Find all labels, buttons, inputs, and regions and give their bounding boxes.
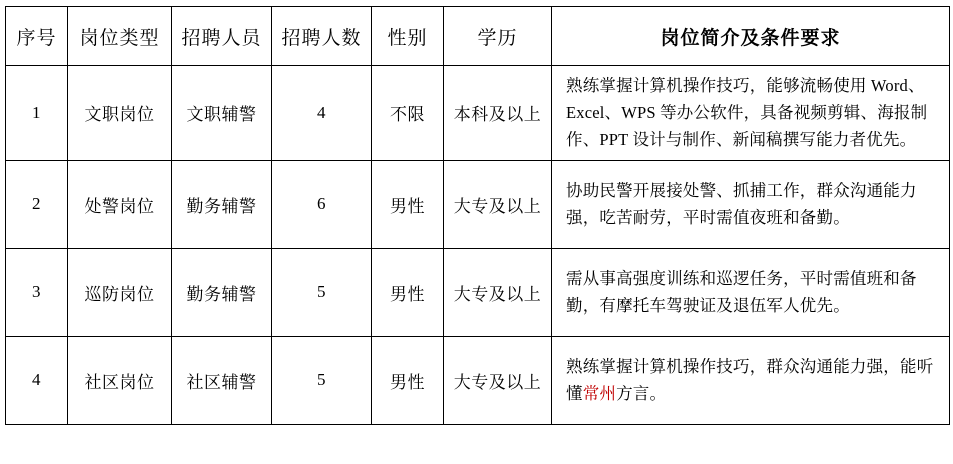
cell-gender: 男性 [372,160,444,248]
cell-type: 文职岗位 [68,66,172,161]
column-header-type: 岗位类型 [68,7,172,66]
description-text-highlight: 常州 [582,384,617,404]
cell-description [552,160,950,248]
cell-description [552,66,950,161]
cell-staff: 社区辅警 [172,336,272,424]
description-text [566,353,937,407]
cell-type: 处警岗位 [68,160,172,248]
cell-description [552,336,950,424]
description-text: 熟练掌握计算机操作技巧，能够流畅使用 Word、Excel、WPS 等办公软件，具备视频剪辑、海报制作、PPT 设计与制作、新闻稿撰写能力者优先。 [566,76,928,150]
cell-education: 大专及以上 [444,248,552,336]
cell-type: 巡防岗位 [68,248,172,336]
column-header-staff: 招聘人员 [172,7,272,66]
description-text-post: 方言。 [616,384,667,404]
table-row [6,66,950,161]
cell-gender: 男性 [372,336,444,424]
column-header-gender: 性别 [372,7,444,66]
cell-gender: 男性 [372,248,444,336]
cell-count: 5 [272,336,372,424]
cell-gender: 不限 [372,66,444,161]
column-header-no: 序号 [6,7,68,66]
cell-education: 大专及以上 [444,336,552,424]
column-header-education: 学历 [444,7,552,66]
table-header-row [6,7,950,66]
column-header-description: 岗位简介及条件要求 [552,7,950,66]
table-row [6,336,950,424]
description-text-pre: 熟练掌握计算机操作技巧，群众沟通能力强，能听懂 [566,356,934,404]
cell-description [552,248,950,336]
table-header [6,7,950,66]
cell-staff: 勤务辅警 [172,248,272,336]
cell-no: 2 [6,160,68,248]
table-row [6,160,950,248]
recruitment-table [5,6,950,425]
cell-education: 本科及以上 [444,66,552,161]
cell-no: 1 [6,66,68,161]
cell-count: 5 [272,248,372,336]
cell-type: 社区岗位 [68,336,172,424]
cell-no: 4 [6,336,68,424]
cell-staff: 勤务辅警 [172,160,272,248]
cell-staff: 文职辅警 [172,66,272,161]
table-row [6,248,950,336]
cell-count: 4 [272,66,372,161]
description-text: 需从事高强度训练和巡逻任务，平时需值班和备勤，有摩托车驾驶证及退伍军人优先。 [566,268,917,316]
description-text: 协助民警开展接处警、抓捕工作，群众沟通能力强，吃苦耐劳，平时需值夜班和备勤。 [566,180,917,228]
column-header-count: 招聘人数 [272,7,372,66]
cell-count: 6 [272,160,372,248]
cell-education: 大专及以上 [444,160,552,248]
table-body [6,66,950,425]
cell-no: 3 [6,248,68,336]
